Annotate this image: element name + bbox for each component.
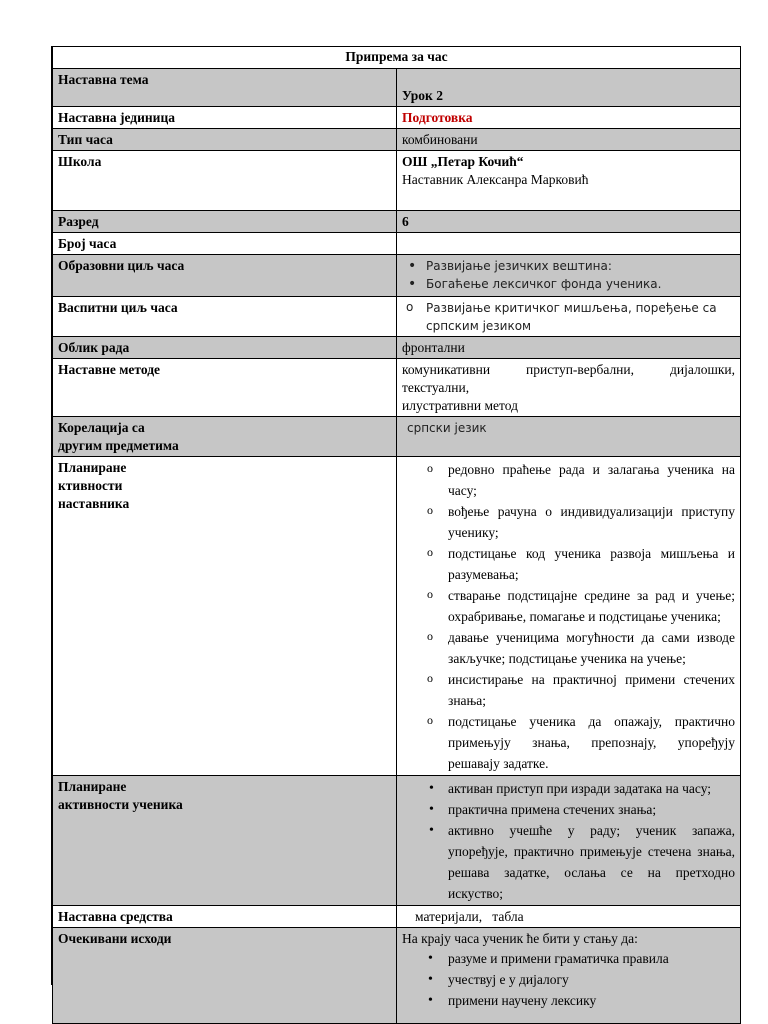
row-oblik	[53, 337, 741, 359]
label-ishodi: Очекивани исходи	[53, 928, 397, 1024]
row-vaspitni	[53, 297, 741, 337]
label-skola: Школа	[53, 151, 397, 211]
label-oblik: Облик рада	[53, 337, 397, 359]
nastavnik-list	[402, 459, 735, 774]
row-broj	[53, 233, 741, 255]
lesson-plan-sheet	[51, 46, 741, 1008]
table-title: Припрема за час	[53, 47, 741, 69]
list-item: • Развијање језичких вештина:	[402, 257, 735, 275]
label-sredstva: Наставна средства	[53, 906, 397, 928]
label-obrazovni: Образовни циљ часа	[53, 255, 397, 297]
value-tip: комбиновани	[397, 129, 741, 151]
nastavnik-label-1: Планиране	[58, 460, 127, 475]
row-obrazovni	[53, 255, 741, 297]
lesson-plan-table	[52, 47, 741, 1024]
value-skola	[397, 151, 741, 211]
row-ishodi	[53, 928, 741, 1024]
korelacija-label-2: другим предметима	[58, 438, 179, 453]
row-tip	[53, 129, 741, 151]
value-jedinica: Подготовка	[397, 107, 741, 129]
metode-line-1: комуникативни приступ-вербални, дијалошки, текстуални,	[402, 362, 735, 395]
row-ucenik	[53, 776, 741, 906]
korelacija-label-1: Корелација са	[58, 420, 145, 435]
list-item: o вођење рачуна о индивидуализацији приступу ученику;	[402, 501, 735, 543]
list-item: • разуме и примени граматичка правила	[402, 948, 735, 969]
list-item: o подстицање ученика да опажају, практично примењују знања, препознају, упоређују решавају задатке.	[402, 711, 735, 774]
list-item: o Развијање критичког мишљења, поређење са српским језиком	[402, 299, 735, 335]
school-name: ОШ „Петар Кочић“	[402, 154, 524, 169]
list-item: • практична примена стечених знања;	[402, 799, 735, 820]
label-razred: Разред	[53, 211, 397, 233]
label-tip: Тип часа	[53, 129, 397, 151]
row-sredstva	[53, 906, 741, 928]
label-metode: Наставне методе	[53, 359, 397, 417]
nastavnik-label-2: ктивности	[58, 478, 123, 493]
list-item: • Богаћење лексичког фонда ученика.	[402, 275, 735, 293]
value-broj	[397, 233, 741, 255]
metode-line-2: илустративни метод	[402, 398, 518, 413]
label-tema: Наставна тема	[53, 69, 397, 107]
ishodi-list	[402, 948, 735, 1011]
row-korelacija	[53, 417, 741, 457]
label-ucenik	[53, 776, 397, 906]
list-item: • активно учешће у раду; ученик запажа, упоређује, практично примењује стечена знања, решава задатке, ослања се на претходно искуство;	[402, 820, 735, 904]
row-jedinica	[53, 107, 741, 129]
label-vaspitni: Васпитни циљ часа	[53, 297, 397, 337]
ucenik-list	[402, 778, 735, 904]
row-nastavnik	[53, 457, 741, 776]
table-title-row	[53, 47, 741, 69]
row-skola	[53, 151, 741, 211]
list-item: o подстицање код ученика развоја мишљења и разумевања;	[402, 543, 735, 585]
list-item: • примени научену лексику	[402, 990, 735, 1011]
nastavnik-label-3: наставника	[58, 496, 130, 511]
vaspitni-list	[402, 299, 735, 335]
label-nastavnik	[53, 457, 397, 776]
list-item: o инсистирање на практичној примени стечених знања;	[402, 669, 735, 711]
list-item: • учествуј е у дијалогу	[402, 969, 735, 990]
value-metode	[397, 359, 741, 417]
obrazovni-list	[402, 257, 735, 293]
label-korelacija	[53, 417, 397, 457]
value-obrazovni	[397, 255, 741, 297]
label-broj: Број часа	[53, 233, 397, 255]
row-tema	[53, 69, 741, 107]
label-jedinica: Наставна јединица	[53, 107, 397, 129]
ucenik-label-1: Планиране	[58, 779, 127, 794]
value-korelacija: српски језик	[397, 417, 741, 457]
list-item: • активан приступ при изради задатака на часу;	[402, 778, 735, 799]
row-metode	[53, 359, 741, 417]
value-vaspitni	[397, 297, 741, 337]
value-ishodi	[397, 928, 741, 1024]
list-item: o редовно праћење рада и залагања ученика на часу;	[402, 459, 735, 501]
ishodi-intro: На крају часа ученик ће бити у стању да:	[402, 931, 638, 946]
ucenik-label-2: активности ученика	[58, 797, 183, 812]
row-razred	[53, 211, 741, 233]
teacher-name: Наставник Алексанра Марковић	[402, 172, 589, 187]
value-sredstva: материјали, табла	[397, 906, 741, 928]
value-oblik: фронтални	[397, 337, 741, 359]
value-ucenik	[397, 776, 741, 906]
value-nastavnik	[397, 457, 741, 776]
list-item: o давање ученицима могућности да сами изводе закључке; подстицање ученика на учење;	[402, 627, 735, 669]
list-item: o стварање подстицајне средине за рад и учење; охрабривање, помагање и подстицање ученика;	[402, 585, 735, 627]
value-tema: Урок 2	[397, 69, 741, 107]
value-razred: 6	[397, 211, 741, 233]
